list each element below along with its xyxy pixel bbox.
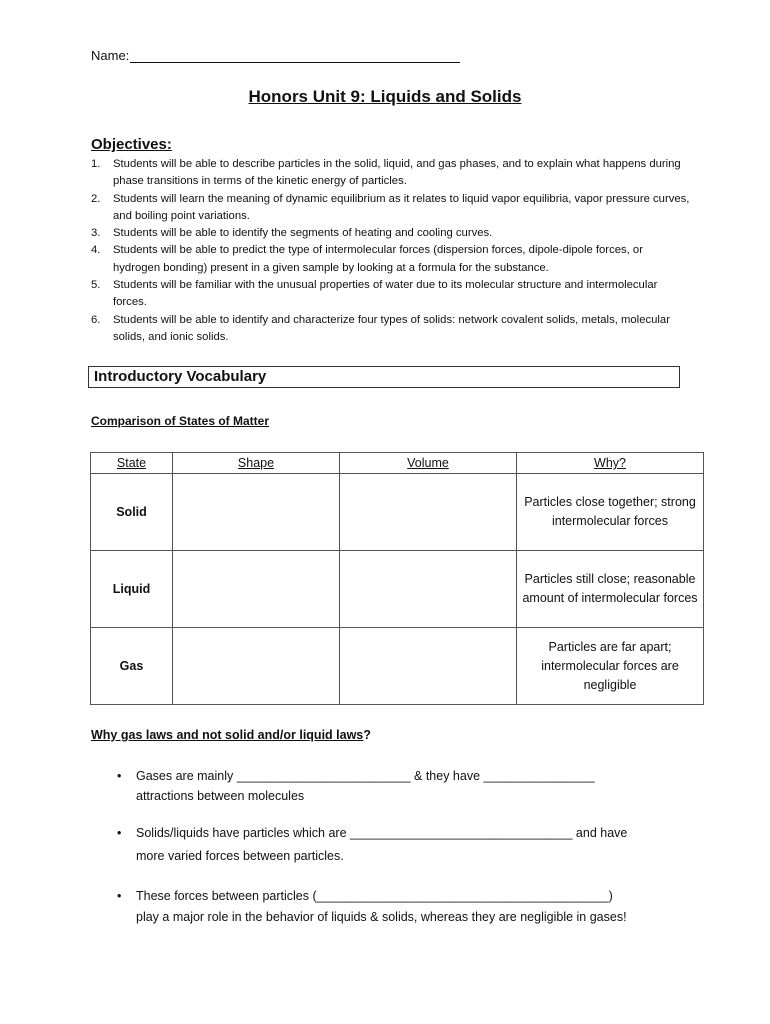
state-cell: Gas bbox=[91, 628, 173, 705]
bullet-line-1: Solids/liquids have particles which are ________________________________ and have bbox=[136, 826, 628, 840]
shape-cell[interactable] bbox=[173, 474, 340, 551]
column-header-state: State bbox=[91, 453, 173, 474]
bullet-line-2: more varied forces between particles. bbox=[136, 849, 344, 863]
vocab-section-heading: Introductory Vocabulary bbox=[88, 366, 680, 388]
bullet-glyph: • bbox=[117, 769, 122, 783]
states-of-matter-table bbox=[90, 452, 704, 705]
objective-item: 1. Students will be able to describe particles in the solid, liquid, and gas phases, and to explain what happens during phase transitions in terms of the kinetic energy of particles. bbox=[91, 158, 681, 188]
column-header-why: Why? bbox=[517, 453, 704, 474]
bullet-line-1: Gases are mainly _________________________ & they have ________________ bbox=[136, 769, 595, 783]
why-cell: Particles close together; strong intermolecular forces bbox=[517, 474, 704, 551]
list-item bbox=[117, 886, 697, 928]
list-item bbox=[117, 822, 697, 868]
name-blank-line[interactable] bbox=[130, 48, 460, 63]
state-cell: Liquid bbox=[91, 551, 173, 628]
objectives-heading: Objectives: bbox=[91, 136, 172, 153]
table-row bbox=[91, 551, 704, 628]
gas-laws-heading bbox=[91, 728, 371, 742]
comparison-heading: Comparison of States of Matter bbox=[91, 414, 270, 428]
list-item bbox=[117, 766, 697, 806]
name-label: Name: bbox=[91, 48, 130, 63]
bullet-glyph: • bbox=[117, 826, 122, 840]
objective-item: 2. Students will learn the meaning of dynamic equilibrium as it relates to liquid vapor equilibria, vapor pressure curves, and boiling point variations. bbox=[91, 192, 690, 222]
volume-cell[interactable] bbox=[340, 474, 517, 551]
gas-laws-heading-suffix: ? bbox=[363, 728, 371, 742]
objective-item: 5. Students will be familiar with the unusual properties of water due to its molecular structure and intermolecular forces. bbox=[91, 279, 658, 309]
objective-item: 6. Students will be able to identify and characterize four types of solids: network covalent solids, metals, molecular solids, and ionic solids. bbox=[91, 313, 670, 343]
volume-cell[interactable] bbox=[340, 551, 517, 628]
why-cell: Particles still close; reasonable amount of intermolecular forces bbox=[517, 551, 704, 628]
table-row bbox=[91, 474, 704, 551]
table-row bbox=[91, 628, 704, 705]
bullet-line-1: These forces between particles (__________________________________________) bbox=[136, 889, 613, 903]
page-title: Honors Unit 9: Liquids and Solids bbox=[248, 87, 522, 106]
objective-item: 3. Students will be able to identify the segments of heating and cooling curves. bbox=[91, 227, 493, 240]
column-header-shape: Shape bbox=[173, 453, 340, 474]
why-cell: Particles are far apart; intermolecular forces are negligible bbox=[517, 628, 704, 705]
volume-cell[interactable] bbox=[340, 628, 517, 705]
shape-cell[interactable] bbox=[173, 628, 340, 705]
objective-item: 4. Students will be able to predict the type of intermolecular forces (dispersion forces, dipole-dipole forces, or hydrogen bonding) present in a given sample by looking at a formula for the substance. bbox=[91, 244, 643, 274]
bullet-line-2: play a major role in the behavior of liquids & solids, whereas they are negligible in gases! bbox=[136, 910, 627, 924]
state-cell: Solid bbox=[91, 474, 173, 551]
gas-laws-heading-text: Why gas laws and not solid and/or liquid laws bbox=[91, 728, 364, 742]
name-field-row bbox=[91, 48, 460, 63]
table-header-row bbox=[91, 453, 704, 474]
objectives-list bbox=[91, 156, 691, 346]
bullet-line-2: attractions between molecules bbox=[136, 789, 305, 803]
bullet-glyph: • bbox=[117, 889, 122, 903]
shape-cell[interactable] bbox=[173, 551, 340, 628]
column-header-volume: Volume bbox=[340, 453, 517, 474]
